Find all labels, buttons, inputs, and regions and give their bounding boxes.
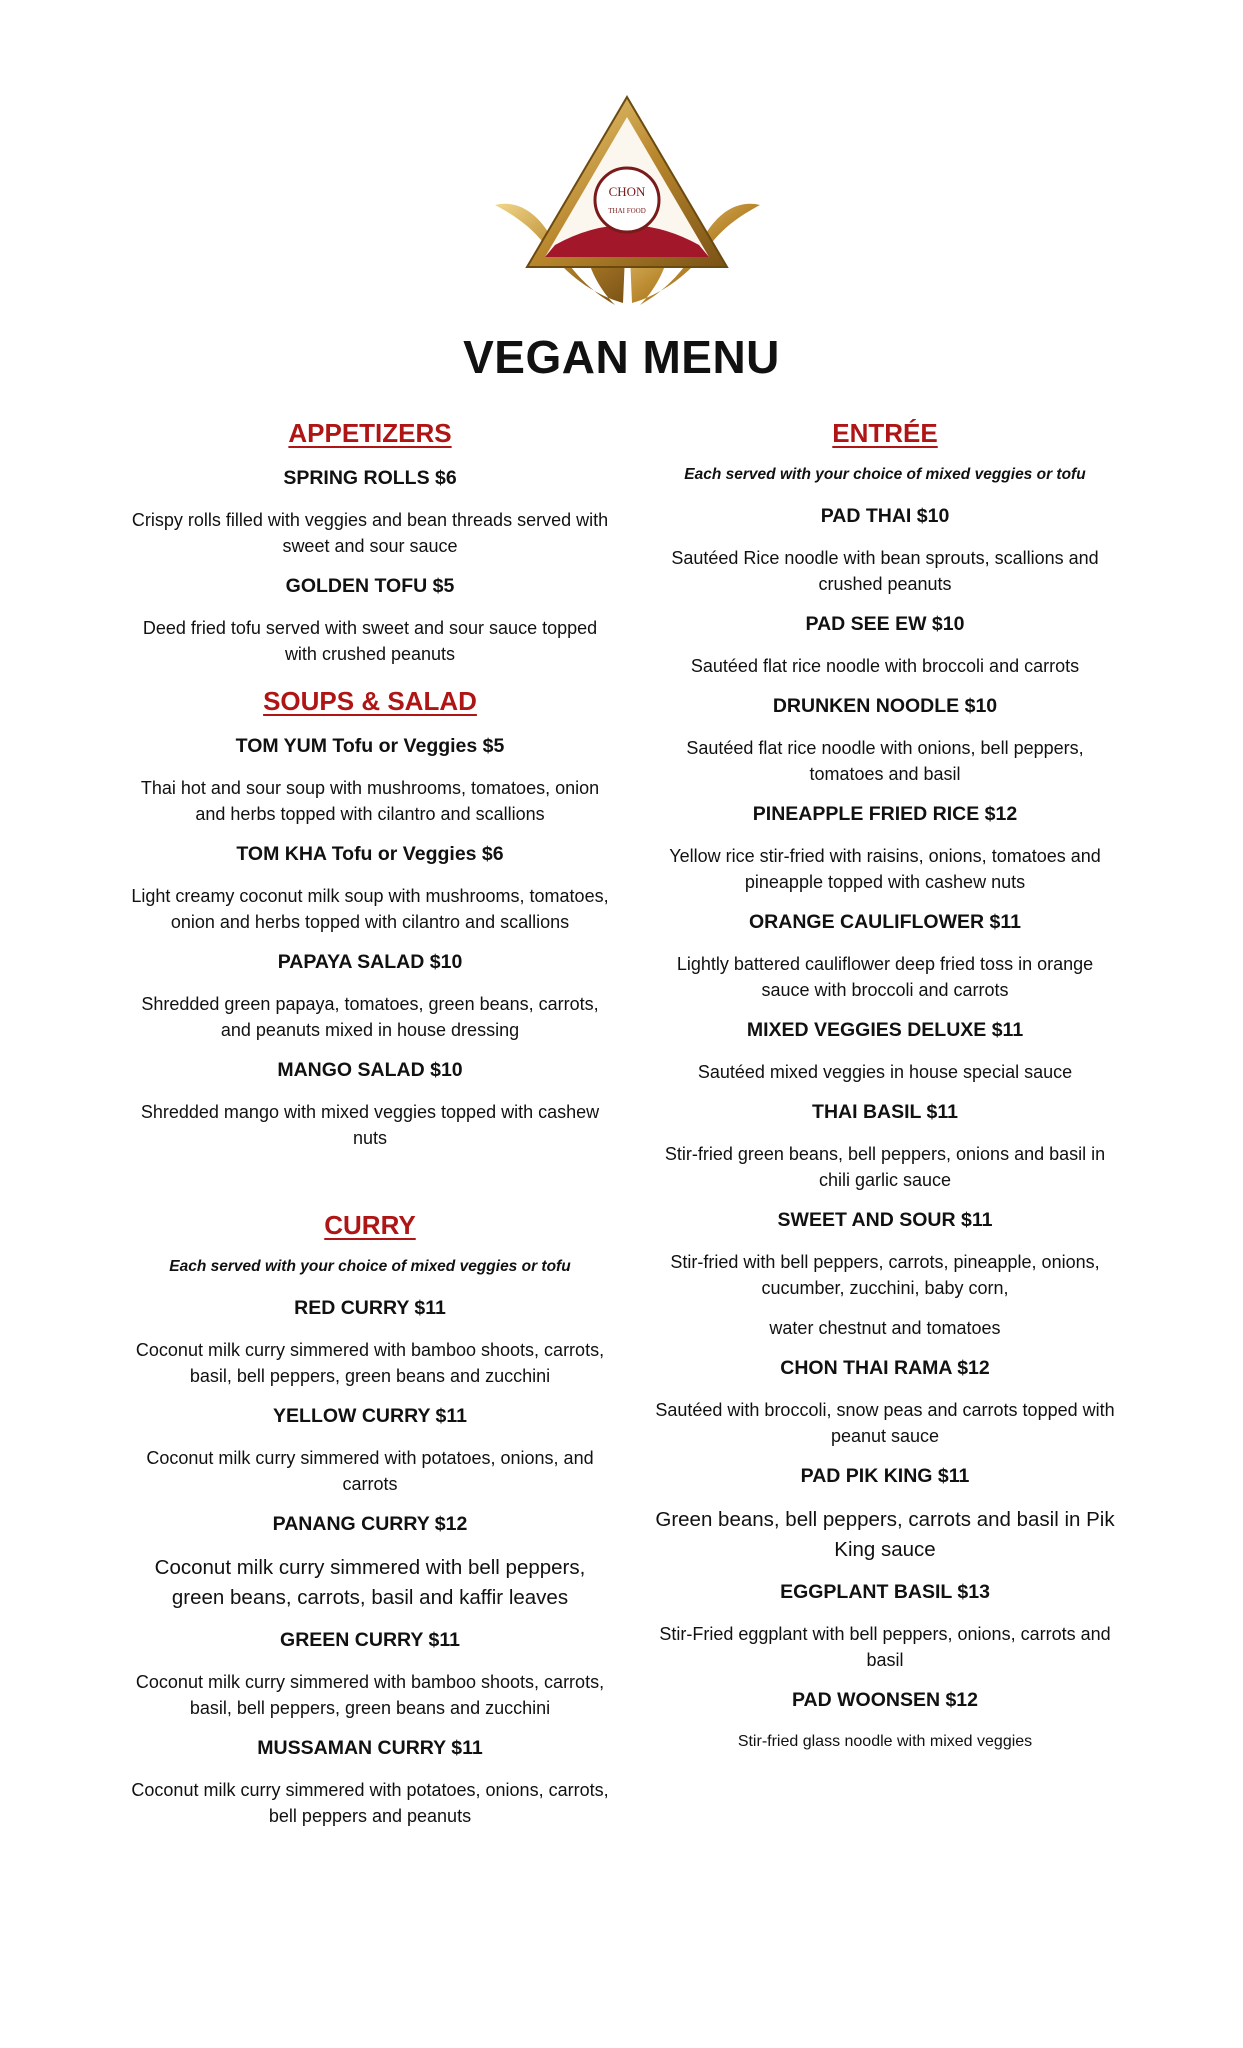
menu-item-name: MIXED VEGGIES DELUXE $11 [746, 1019, 1024, 1041]
menu-item-description: Shredded mango with mixed veggies topped with cashew nuts [140, 1102, 600, 1148]
menu-item-name: PANANG CURRY $12 [272, 1513, 468, 1535]
menu-item-description: Sautéed flat rice noodle with broccoli and carrots [690, 656, 1080, 676]
entree-list [655, 501, 1115, 1755]
menu-item-description: Sautéed flat rice noodle with onions, bell peppers, tomatoes and basil [686, 738, 1084, 784]
entree-note: Each served with your choice of mixed veggies or tofu [684, 466, 1086, 483]
menu-item-name: PAD THAI $10 [820, 505, 950, 527]
menu-item-description: Light creamy coconut milk soup with mushrooms, tomatoes, onion and herbs topped with cilantro and scallions [131, 886, 609, 932]
section-title-entree: ENTRÉE [832, 418, 938, 448]
menu-item-name: TOM KHA Tofu or Veggies $6 [236, 843, 504, 865]
menu-item-name: TOM YUM Tofu or Veggies $5 [235, 735, 505, 757]
section-title-soups-salad: SOUPS & SALAD [263, 686, 477, 716]
right-column [655, 415, 1115, 1755]
menu-item-name: GREEN CURRY $11 [280, 1629, 460, 1651]
menu-item-name: PAPAYA SALAD $10 [277, 951, 463, 973]
menu-item-description: Deed fried tofu served with sweet and sour sauce topped with crushed peanuts [142, 618, 598, 664]
logo-text-chon: CHON [608, 184, 646, 199]
menu-item-description: Yellow rice stir-fried with raisins, onions, tomatoes and pineapple topped with cashew nuts [669, 846, 1101, 892]
section-title-curry: CURRY [324, 1210, 416, 1240]
menu-item-name: GOLDEN TOFU $5 [285, 575, 455, 597]
menu-item-name: EGGPLANT BASIL $13 [780, 1581, 990, 1603]
menu-item-description: Green beans, bell peppers, carrots and basil in Pik King sauce [655, 1508, 1115, 1561]
menu-item-description: Sautéed Rice noodle with bean sprouts, scallions and crushed peanuts [671, 548, 1099, 594]
menu-item-name: ORANGE CAULIFLOWER $11 [749, 911, 1021, 933]
menu-item-name: DRUNKEN NOODLE $10 [772, 695, 998, 717]
menu-item-name: MANGO SALAD $10 [277, 1059, 463, 1081]
menu-item-name: SPRING ROLLS $6 [283, 467, 457, 489]
menu-item-description: Stir-Fried eggplant with bell peppers, onions, carrots and basil [659, 1624, 1111, 1670]
menu-item-description: Crispy rolls filled with veggies and bean threads served with sweet and sour sauce [131, 510, 609, 556]
menu-item-name: THAI BASIL $11 [812, 1101, 958, 1123]
menu-item-name: PINEAPPLE FRIED RICE $12 [752, 803, 1018, 825]
menu-item-description: Coconut milk curry simmered with potatoes, onions, carrots, bell peppers and peanuts [131, 1780, 609, 1826]
menu-item-description: Coconut milk curry simmered with bamboo shoots, carrots, basil, bell peppers, green beans and zucchini [135, 1672, 605, 1718]
curry-note: Each served with your choice of mixed veggies or tofu [169, 1258, 571, 1275]
menu-item-description: Shredded green papaya, tomatoes, green beans, carrots, and peanuts mixed in house dressing [141, 994, 599, 1040]
menu-item-description: Coconut milk curry simmered with potatoes, onions, and carrots [146, 1448, 594, 1494]
left-column [130, 415, 610, 1829]
menu-item-name: YELLOW CURRY $11 [273, 1405, 467, 1427]
menu-item-description: Lightly battered cauliflower deep fried toss in orange sauce with broccoli and carrots [676, 954, 1094, 1000]
menu-item-description: Coconut milk curry simmered with bamboo shoots, carrots, basil, bell peppers, green beans and zucchini [135, 1340, 605, 1386]
soups-list [130, 731, 610, 1151]
section-title-appetizers: APPETIZERS [288, 418, 452, 448]
menu-item-description: Stir-fried glass noodle with mixed veggies [737, 1733, 1033, 1750]
menu-item-description-continued: water chestnut and tomatoes [769, 1318, 1001, 1338]
curry-list [130, 1293, 610, 1829]
menu-item-description: Thai hot and sour soup with mushrooms, tomatoes, onion and herbs topped with cilantro and scallions [140, 778, 600, 824]
logo-text-thai-food: THAI FOOD [608, 207, 646, 215]
menu-item-name: CHON THAI RAMA $12 [780, 1357, 990, 1379]
menu-item-description: Sautéed mixed veggies in house special sauce [697, 1062, 1073, 1082]
menu-item-name: PAD PIK KING $11 [800, 1465, 970, 1487]
chon-thai-food-logo [495, 95, 760, 310]
page-title: VEGAN MENU [463, 331, 780, 383]
menu-item-name: RED CURRY $11 [294, 1297, 446, 1319]
menu-item-name: PAD WOONSEN $12 [791, 1689, 978, 1711]
menu-item-name: SWEET AND SOUR $11 [777, 1209, 993, 1231]
menu-item-description: Stir-fried with bell peppers, carrots, pineapple, onions, cucumber, zucchini, baby corn, [670, 1252, 1100, 1298]
menu-item-name: PAD SEE EW $10 [805, 613, 965, 635]
menu-item-name: MUSSAMAN CURRY $11 [257, 1737, 483, 1759]
menu-item-description: Coconut milk curry simmered with bell peppers, green beans, carrots, basil and kaffir leaves [154, 1556, 586, 1609]
appetizers-list [130, 463, 610, 667]
menu-item-description: Sautéed with broccoli, snow peas and carrots topped with peanut sauce [655, 1400, 1115, 1446]
menu-item-description: Stir-fried green beans, bell peppers, onions and basil in chili garlic sauce [664, 1144, 1106, 1190]
